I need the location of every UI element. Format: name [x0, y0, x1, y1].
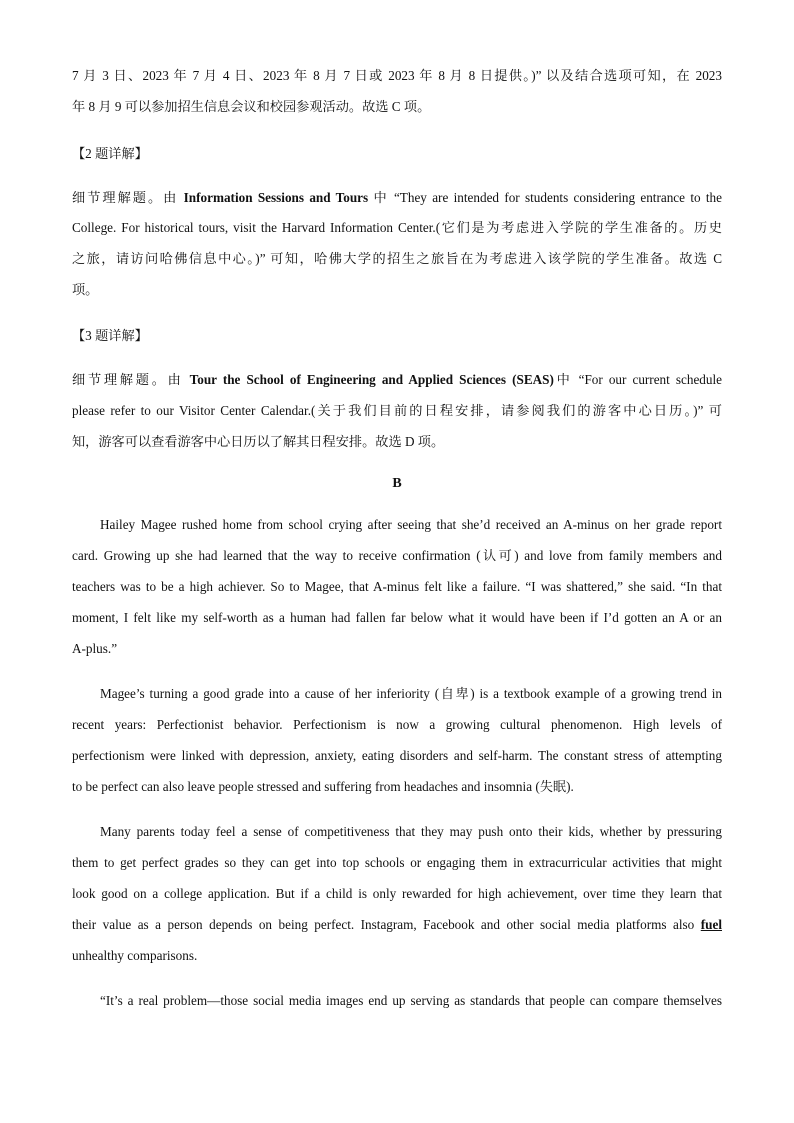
p3-line-2: them to get perfect grades so they can get into top schools or engaging them in extracurricular activities that might	[72, 855, 722, 870]
q1-answer-line-2: 年 8 月 9 可以参加招生信息会议和校园参观活动。故选 C 项。	[72, 99, 431, 114]
p2-line-4: to be perfect can also leave people stressed and suffering from headaches and insomnia (失眠).	[72, 779, 574, 794]
q2-line-4: 项。	[72, 282, 99, 297]
q1-answer-line-1: 7 月 3 日、2023 年 7 月 4 日、2023 年 8 月 7 日或 2023 年 8 月 8 日提供。)” 以及结合选项可知，在 2023	[72, 68, 722, 83]
q3-line-2: please refer to our Visitor Center Calendar.(关于我们目前的日程安排，请参阅我们的游客中心日历。)” 可	[72, 403, 722, 418]
q2-line-1-bold: Information Sessions and Tours	[183, 190, 369, 205]
p2-line-2: recent years: Perfectionist behavior. Perfectionism is now a growing cultural phenomenon. High levels of	[72, 717, 722, 732]
p3-line-1: Many parents today feel a sense of competitiveness that they may push onto their kids, whether by pressuring	[100, 824, 722, 839]
q3-line-1-suffix: 中 “For our current schedule	[553, 372, 722, 387]
p1-line-1: Hailey Magee rushed home from school crying after seeing that she’d received an A-minus on her grade report	[100, 517, 722, 532]
section-heading: B	[392, 476, 402, 491]
q2-label: 【2 题详解】	[72, 146, 148, 161]
p1-line-2: card. Growing up she had learned that the way to receive confirmation (认可) and love from family members and	[72, 548, 722, 563]
p3-line-4	[72, 915, 722, 935]
p1-line-5: A-plus.”	[72, 641, 118, 656]
p1-line-4: moment, I felt like my self-worth as a human had fallen far below what it would have been if I’d gotten an A or an	[72, 610, 722, 625]
p4-line-1: “It’s a real problem—those social media images end up serving as standards that people can compare themselves	[100, 993, 722, 1008]
q3-line-3: 知，游客可以查看游客中心日历以了解其日程安排。故选 D 项。	[72, 434, 445, 449]
q3-label: 【3 题详解】	[72, 328, 148, 343]
q2-line-1-prefix: 细节理解题。由	[72, 190, 184, 205]
q3-line-1-prefix: 细节理解题。由	[72, 372, 190, 387]
p2-line-3: perfectionism were linked with depression, anxiety, eating disorders and self-harm. The constant stress of attempting	[72, 748, 722, 763]
q3-line-1-bold: Tour the School of Engineering and Applied Sciences (SEAS)	[189, 372, 554, 387]
p3-line-3: look good on a college application. But if a child is only rewarded for high achievement, over time they learn that	[72, 886, 722, 901]
q2-line-1-suffix: 中 “They are intended for students considering entrance to the	[368, 190, 722, 205]
q2-line-2: College. For historical tours, visit the Harvard Information Center.(它们是为考虑进入学院的学生准备的。历史	[72, 220, 722, 235]
p1-line-3: teachers was to be a high achiever. So to Magee, that A-minus felt like a failure. “I was shattered,” she said. “In that	[72, 579, 722, 594]
p2-line-1: Magee’s turning a good grade into a cause of her inferiority (自卑) is a textbook example of a growing trend in	[100, 686, 722, 701]
q2-line-1	[72, 188, 722, 208]
q3-line-1	[72, 370, 722, 390]
p3-line-4-text: their value as a person depends on being perfect. Instagram, Facebook and other social media platforms also	[72, 917, 695, 932]
q2-line-3: 之旅，请访问哈佛信息中心。)” 可知，哈佛大学的招生之旅旨在为考虑进入该学院的学生准备。故选 C	[72, 251, 722, 266]
p3-line-5: unhealthy comparisons.	[72, 948, 198, 963]
underlined-word-fuel: fuel	[700, 917, 722, 932]
